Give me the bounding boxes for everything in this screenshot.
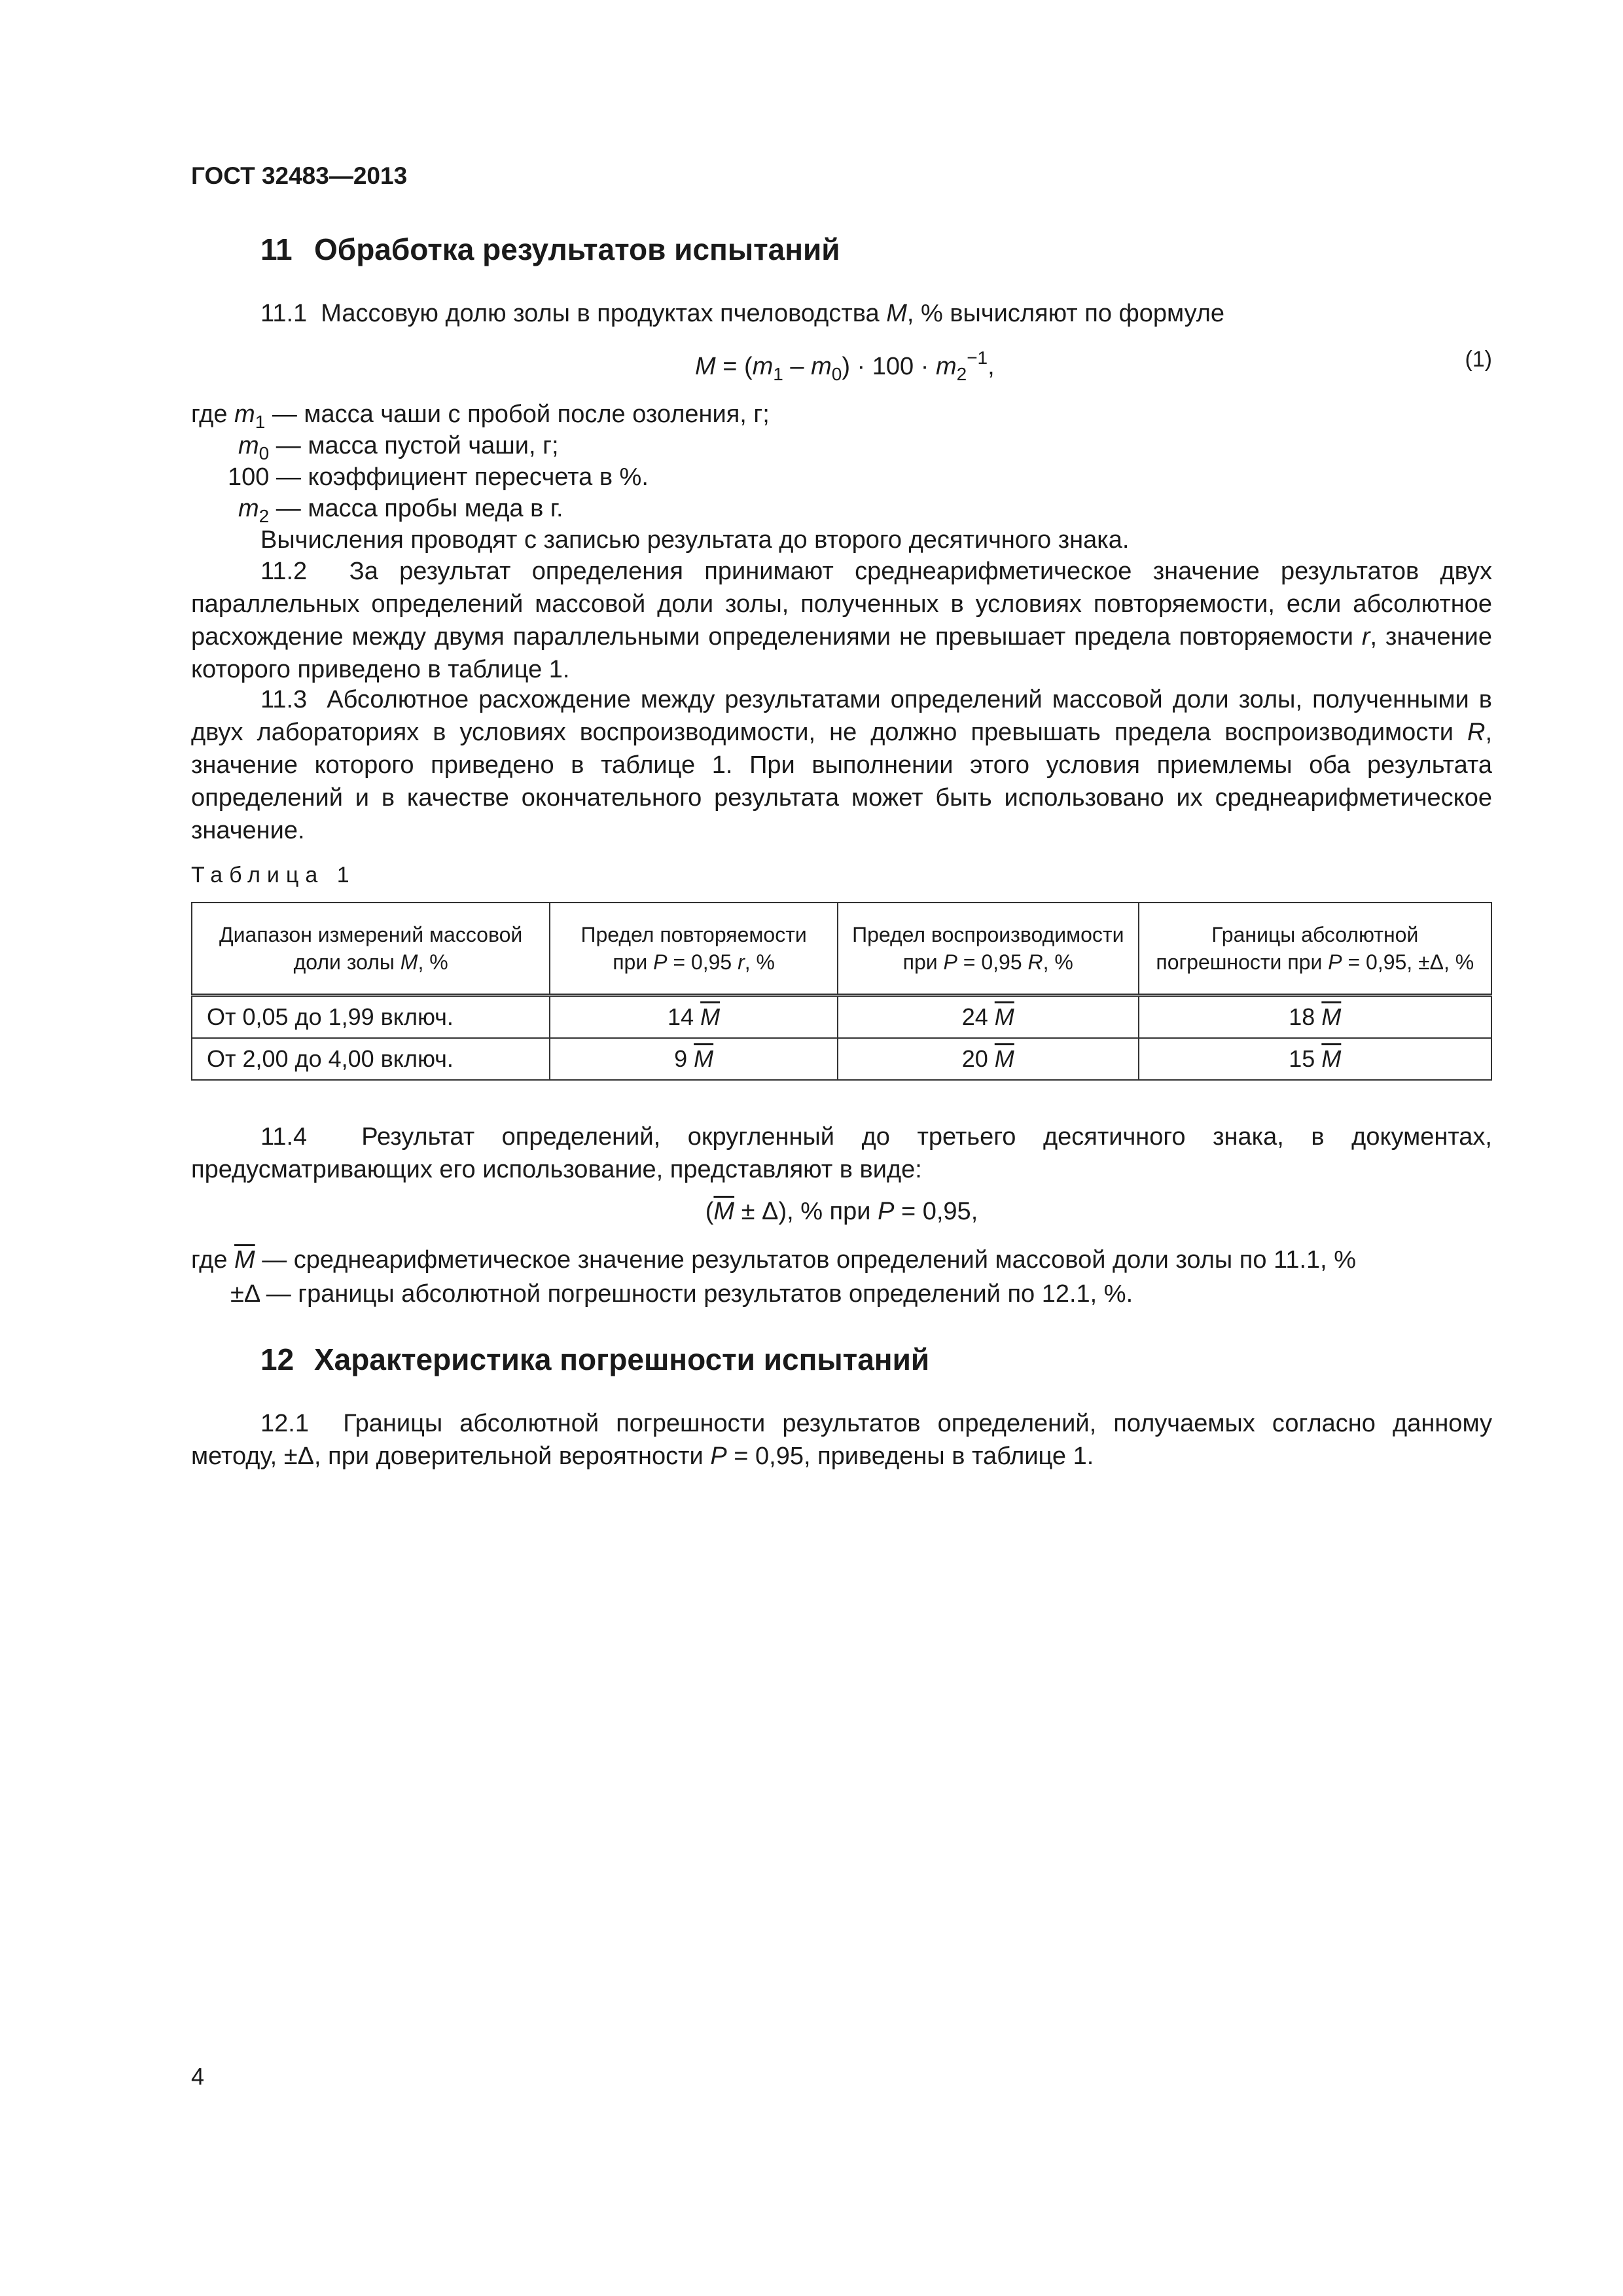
table-row [192, 996, 1491, 1039]
paragraph-11-3: 11.3 Абсолютное расхождение между результатами определений массовой доли золы, полученными в двух лабораториях в условиях воспроизводимости, не должно превышать предела воспроизводимости R, значение которого приведено в таблице 1. При выполнении этого условия приемлемы оба результата определений и в качестве окончательного результата может быть использовано их среднеарифметическое значение. [191, 686, 1492, 844]
calculation-note: Вычисления проводят с записью результата до второго десятичного знака. [260, 526, 1130, 554]
header-repeatability: Предел повторяемости при P = 0,95 r, % [550, 903, 838, 996]
cell-error-bounds: 15 $\overline{M}$ [1139, 1038, 1491, 1080]
where-m2: $m_2$ — масса пробы меда в г. [238, 495, 563, 526]
cell-range: От 2,00 до 4,00 включ. [192, 1038, 550, 1080]
section-12-title: Характеристика погрешности испытаний [314, 1342, 930, 1376]
table-1-caption: Таблица 1 [191, 863, 356, 888]
formula-1: $M = (m_1 - m_0) \cdot 100 \cdot m_2^{-1}$, [695, 348, 995, 384]
section-11-heading [260, 232, 840, 267]
header-range: Диапазон измерений массовой доли золы M, % [192, 903, 550, 996]
where-m1: где $m_1$ — масса чаши с пробой после озоления, г; [191, 401, 770, 432]
cell-reproducibility: 24 $\overline{M}$ [838, 996, 1139, 1039]
cell-repeatability: 14 $\overline{M}$ [550, 996, 838, 1039]
table-header-row [192, 903, 1491, 996]
result-expression: $(\overline{M} \pm \Delta)$, % при P = 0,95, [705, 1198, 978, 1225]
cell-error-bounds: 18 $\overline{M}$ [1139, 996, 1491, 1039]
paragraph-11-4: 11.4 Результат определений, округленный до третьего десятичного знака, в документах, предусматривающих его использование, представляют в виде: [191, 1123, 1492, 1183]
paragraph-11-1: 11.1 Массовую долю золы в продуктах пчеловодства M, % вычисляют по формуле [260, 300, 1225, 327]
section-11-number: 11 [260, 232, 293, 266]
where-100: 100 — коэффициент пересчета в %. [228, 463, 649, 491]
section-12-heading [260, 1342, 929, 1377]
cell-repeatability: 9 $\overline{M}$ [550, 1038, 838, 1080]
where-mean: где $\overline{M}$ — среднеарифметическое значение результатов определений массовой доли золы по 11.1, % [191, 1246, 1357, 1274]
header-reproducibility: Предел воспроизводимости при P = 0,95 R, % [838, 903, 1139, 996]
where-m0: $m_0$ — масса пустой чаши, г; [238, 432, 559, 463]
table-1 [191, 902, 1492, 1081]
standard-number: ГОСТ 32483—2013 [191, 162, 408, 189]
cell-range: От 0,05 до 1,99 включ. [192, 996, 550, 1039]
page-number: 4 [191, 2063, 205, 2090]
header-error-bounds: Границы абсолютной погрешности при P = 0,95, ±Δ, % [1139, 903, 1491, 996]
section-11-title: Обработка результатов испытаний [314, 232, 840, 266]
paragraph-11-2: 11.2 За результат определения принимают среднеарифметическое значение результатов двух параллельных определений массовой доли золы, полученных в условиях повторяемости, если абсолютное расхождение между двумя параллельными определениями не превышает предела повторяемости r, значение которого приведено в таблице 1. [191, 558, 1492, 683]
table-row [192, 1038, 1491, 1080]
formula-number: (1) [1465, 347, 1492, 372]
cell-reproducibility: 20 $\overline{M}$ [838, 1038, 1139, 1080]
paragraph-12-1: 12.1 Границы абсолютной погрешности результатов определений, получаемых согласно данному методу, ±Δ, при доверительной вероятности P = 0,95, приведены в таблице 1. [191, 1410, 1492, 1470]
where-delta: ±Δ — границы абсолютной погрешности результатов определений по 12.1, %. [230, 1280, 1133, 1308]
section-12-number: 12 [260, 1342, 294, 1376]
